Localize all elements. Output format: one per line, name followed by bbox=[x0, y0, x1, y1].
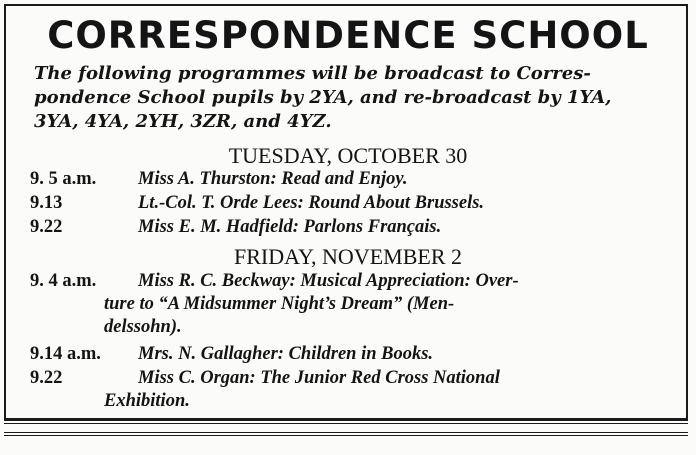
programme-item bbox=[30, 367, 670, 413]
intro-line: pondence School pupils by 2YA, and re-broadcast by 1YA, bbox=[34, 87, 612, 108]
programme-item bbox=[30, 168, 670, 191]
programme-time: 9. 4 a.m. bbox=[30, 271, 97, 291]
programme-description: Mrs. N. Gallagher: Children in Books. bbox=[138, 344, 434, 364]
programme-time: 9. 5 a.m. bbox=[30, 169, 97, 189]
programme-item bbox=[30, 343, 670, 366]
notice-title: CORRESPONDENCE SCHOOL bbox=[47, 14, 649, 57]
programme-description-continued: ture to “A Midsummer Night’s Dream” (Men- bbox=[104, 294, 455, 314]
programme-description: Miss R. C. Beckway: Musical Appreciation: Over- bbox=[138, 271, 519, 291]
programme-item bbox=[30, 270, 670, 339]
programme-item bbox=[30, 216, 670, 239]
programme-description: Miss C. Organ: The Junior Red Cross National bbox=[138, 368, 500, 388]
intro-line: The following programmes will be broadcast to Corres- bbox=[34, 63, 591, 84]
bottom-double-rule bbox=[4, 420, 688, 436]
day-heading-friday: FRIDAY, NOVEMBER 2 bbox=[234, 244, 462, 269]
programme-description: Lt.-Col. T. Orde Lees: Round About Brussels. bbox=[138, 193, 485, 213]
programme-description: Miss E. M. Hadfield: Parlons Français. bbox=[138, 217, 442, 237]
programme-time: 9.22 bbox=[30, 217, 63, 237]
intro-paragraph bbox=[34, 62, 664, 134]
programme-time: 9.22 bbox=[30, 368, 63, 388]
programme-time: 9.13 bbox=[30, 193, 63, 213]
programme-item bbox=[30, 192, 670, 215]
programme-description-continued: delssohn). bbox=[104, 317, 182, 337]
intro-line: 3YA, 4YA, 2YH, 3ZR, and 4YZ. bbox=[34, 111, 332, 132]
programme-time: 9.14 a.m. bbox=[30, 344, 101, 364]
programme-description: Miss A. Thurston: Read and Enjoy. bbox=[138, 169, 408, 189]
programme-description-continued: Exhibition. bbox=[104, 391, 190, 411]
day-heading-tuesday: TUESDAY, OCTOBER 30 bbox=[228, 143, 468, 168]
